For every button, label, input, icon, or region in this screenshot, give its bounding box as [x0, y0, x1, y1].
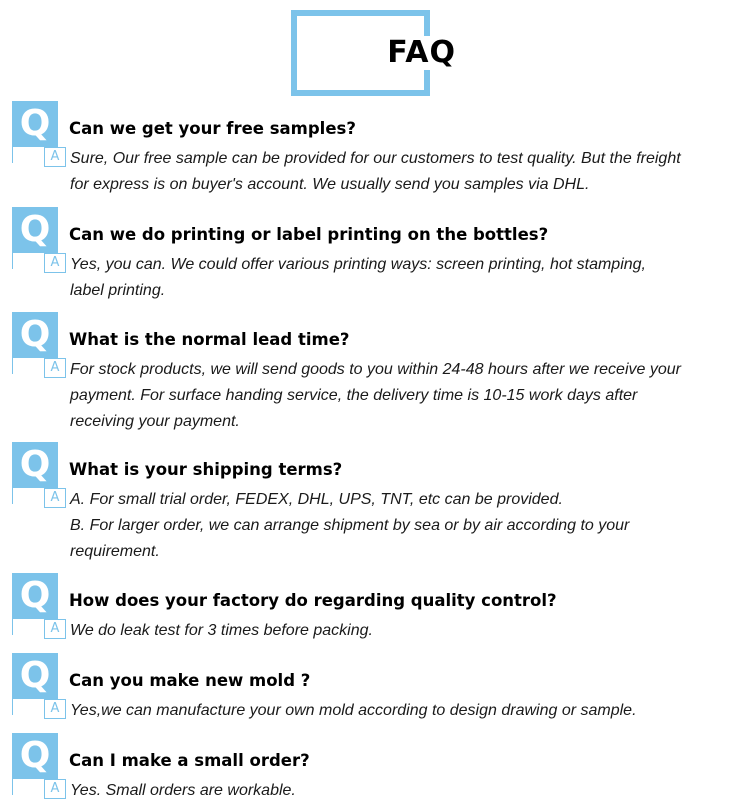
question-badge-icon: Q [12, 442, 58, 488]
answer-line: Yes,we can manufacture your own mold according to design drawing or sample. [70, 702, 637, 719]
question-badge-icon: Q [12, 653, 58, 699]
answer-line: We do leak test for 3 times before packing. [70, 622, 373, 639]
question-badge-icon: Q [12, 312, 58, 358]
faq-answer [70, 618, 730, 644]
answer-badge-icon: A [44, 619, 66, 639]
faq-question: Can we do printing or label printing on the bottles? [69, 225, 549, 244]
answer-badge-icon: A [44, 779, 66, 799]
answer-line: requirement. [70, 543, 160, 560]
answer-line: B. For larger order, we can arrange shipment by sea or by air according to your [70, 517, 630, 534]
faq-question: How does your factory do regarding quality control? [69, 591, 557, 610]
answer-badge-icon: A [44, 147, 66, 167]
answer-badge-icon: A [44, 358, 66, 378]
answer-line: payment. For surface handing service, the delivery time is 10-15 work days after [70, 387, 638, 404]
answer-line: Sure, Our free sample can be provided for our customers to test quality. But the freight [70, 150, 681, 167]
answer-line: Yes. Small orders are workable. [70, 782, 296, 799]
faq-answer [70, 357, 730, 435]
answer-line: for express is on buyer's account. We usually send you samples via DHL. [70, 176, 590, 193]
answer-badge-icon: A [44, 699, 66, 719]
answer-badge-icon: A [44, 253, 66, 273]
answer-line: label printing. [70, 282, 166, 299]
faq-question: Can we get your free samples? [69, 119, 356, 138]
answer-line: For stock products, we will send goods to you within 24-48 hours after we receive your [70, 361, 681, 378]
question-badge-icon: Q [12, 573, 58, 619]
faq-question: What is your shipping terms? [69, 460, 343, 479]
answer-badge-icon: A [44, 488, 66, 508]
faq-answer [70, 252, 730, 304]
faq-question: Can I make a small order? [69, 751, 310, 770]
faq-question: What is the normal lead time? [69, 330, 350, 349]
faq-answer [70, 146, 730, 198]
question-badge-icon: Q [12, 733, 58, 779]
faq-answer [70, 698, 730, 724]
answer-line: Yes, you can. We could offer various printing ways: screen printing, hot stamping, [70, 256, 646, 273]
faq-answer [70, 487, 730, 565]
faq-title-frame [291, 10, 456, 96]
faq-answer [70, 778, 730, 804]
answer-line: A. For small trial order, FEDEX, DHL, UPS, TNT, etc can be provided. [70, 491, 563, 508]
faq-question: Can you make new mold ? [69, 671, 311, 690]
answer-line: receiving your payment. [70, 413, 240, 430]
page-title: FAQ [387, 35, 456, 70]
question-badge-icon: Q [12, 101, 58, 147]
question-badge-icon: Q [12, 207, 58, 253]
